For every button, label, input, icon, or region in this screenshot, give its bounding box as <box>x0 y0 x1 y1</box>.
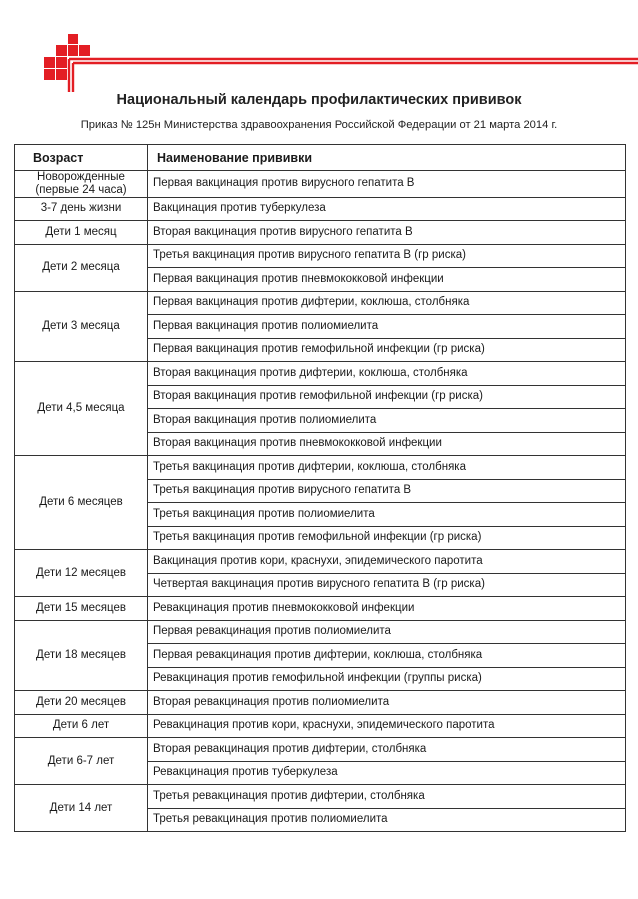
vaccine-cell: Первая вакцинация против полиомиелита <box>148 315 626 339</box>
vaccine-cell: Вторая вакцинация против полиомиелита <box>148 409 626 433</box>
age-cell: 3-7 день жизни <box>15 197 148 221</box>
page-subtitle: Приказ № 125н Министерства здравоохранения Российской Федерации от 21 марта 2014 г. <box>80 119 558 131</box>
table-body <box>15 170 626 832</box>
vaccination-table <box>14 144 626 832</box>
age-cell: Дети 20 месяцев <box>15 691 148 715</box>
age-cell: Дети 15 месяцев <box>15 597 148 621</box>
vaccine-cell: Вторая вакцинация против пневмококковой инфекции <box>148 432 626 456</box>
table-row <box>15 597 626 621</box>
vaccine-cell: Первая вакцинация против пневмококковой инфекции <box>148 268 626 292</box>
table-row <box>15 197 626 221</box>
table-row <box>15 170 626 197</box>
table-row <box>15 456 626 480</box>
age-column-header: Возраст <box>15 145 148 171</box>
table-row <box>15 620 626 644</box>
age-cell: Дети 2 месяца <box>15 244 148 291</box>
vaccine-cell: Третья вакцинация против вирусного гепатита В <box>148 479 626 503</box>
vaccine-cell: Третья вакцинация против полиомиелита <box>148 503 626 527</box>
vaccine-cell: Третья ревакцинация против полиомиелита <box>148 808 626 832</box>
table-row <box>15 362 626 386</box>
vaccine-cell: Вторая вакцинация против дифтерии, коклюша, столбняка <box>148 362 626 386</box>
vaccine-cell: Вакцинация против туберкулеза <box>148 197 626 221</box>
vaccine-cell: Вторая вакцинация против вирусного гепатита В <box>148 221 626 245</box>
vaccine-cell: Третья ревакцинация против дифтерии, столбняка <box>148 785 626 809</box>
age-cell: Дети 6 лет <box>15 714 148 738</box>
age-cell: Дети 6 месяцев <box>15 456 148 550</box>
age-cell: Новорожденные (первые 24 часа) <box>15 170 148 197</box>
vaccine-column-header: Наименование прививки <box>148 145 626 171</box>
age-cell: Дети 6-7 лет <box>15 738 148 785</box>
age-cell: Дети 3 месяца <box>15 291 148 362</box>
page-title: Национальный календарь профилактических прививок <box>116 92 522 108</box>
vaccine-cell: Первая ревакцинация против дифтерии, коклюша, столбняка <box>148 644 626 668</box>
vaccine-cell: Третья вакцинация против гемофильной инфекции (гр риска) <box>148 526 626 550</box>
vaccine-cell: Ревакцинация против гемофильной инфекции (группы риска) <box>148 667 626 691</box>
table-header-row <box>15 145 626 171</box>
table-row <box>15 550 626 574</box>
vaccine-cell: Ревакцинация против кори, краснухи, эпидемического паротита <box>148 714 626 738</box>
vaccine-cell: Первая вакцинация против гемофильной инфекции (гр риска) <box>148 338 626 362</box>
age-cell: Дети 18 месяцев <box>15 620 148 691</box>
table-row <box>15 221 626 245</box>
age-cell: Дети 4,5 месяца <box>15 362 148 456</box>
table-row <box>15 714 626 738</box>
vaccine-cell: Первая вакцинация против дифтерии, коклюша, столбняка <box>148 291 626 315</box>
vaccine-cell: Вторая ревакцинация против дифтерии, столбняка <box>148 738 626 762</box>
vaccine-cell: Вторая ревакцинация против полиомиелита <box>148 691 626 715</box>
vaccine-cell: Вакцинация против кори, краснухи, эпидемического паротита <box>148 550 626 574</box>
vaccine-cell: Первая вакцинация против вирусного гепатита В <box>148 170 626 197</box>
age-cell: Дети 12 месяцев <box>15 550 148 597</box>
medical-cross-logo <box>42 34 638 94</box>
vaccine-cell: Вторая вакцинация против гемофильной инфекции (гр риска) <box>148 385 626 409</box>
table-row <box>15 291 626 315</box>
vaccine-cell: Третья вакцинация против дифтерии, коклюша, столбняка <box>148 456 626 480</box>
logo-lines <box>69 59 638 92</box>
vaccine-cell: Четвертая вакцинация против вирусного гепатита В (гр риска) <box>148 573 626 597</box>
cross-icon <box>44 34 90 80</box>
vaccine-cell: Первая ревакцинация против полиомиелита <box>148 620 626 644</box>
vaccine-cell: Третья вакцинация против вирусного гепатита В (гр риска) <box>148 244 626 268</box>
vaccine-cell: Ревакцинация против туберкулеза <box>148 761 626 785</box>
age-cell: Дети 14 лет <box>15 785 148 832</box>
table-row <box>15 691 626 715</box>
age-cell: Дети 1 месяц <box>15 221 148 245</box>
vaccine-cell: Ревакцинация против пневмококковой инфекции <box>148 597 626 621</box>
table-row <box>15 738 626 762</box>
table-row <box>15 244 626 268</box>
table-row <box>15 785 626 809</box>
